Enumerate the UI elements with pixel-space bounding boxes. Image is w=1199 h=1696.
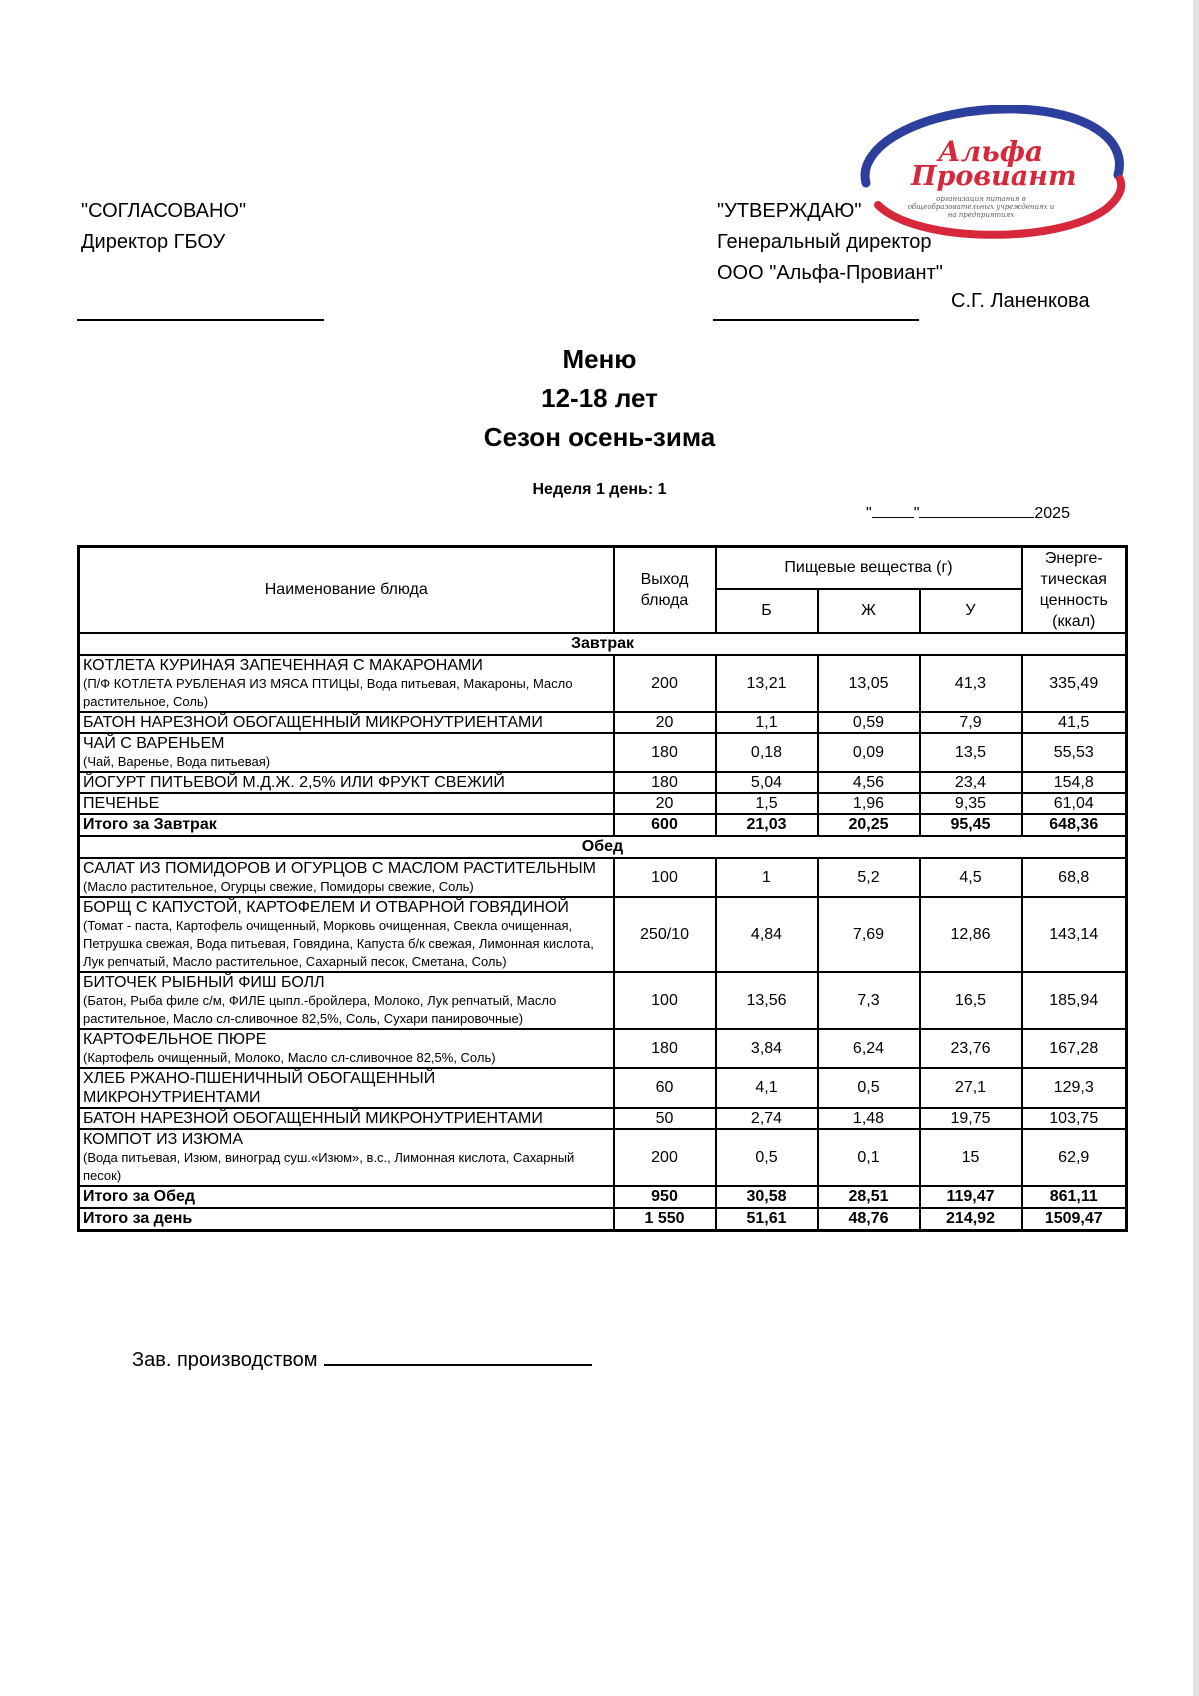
dish-zh: 7,3 — [818, 972, 920, 1029]
date-year: 2025 — [1034, 505, 1070, 522]
logo-line1: Альфа — [938, 135, 1044, 168]
total-u: 95,45 — [920, 814, 1022, 836]
total-kcal: 861,11 — [1022, 1186, 1127, 1208]
dish-b: 1 — [716, 858, 818, 897]
dish-b: 2,74 — [716, 1108, 818, 1129]
dish-name: ЧАЙ С ВАРЕНЬЕМ — [83, 735, 225, 752]
dish-row — [79, 1129, 1127, 1186]
dish-row — [79, 655, 1127, 712]
title-season: Сезон осень-зима — [483, 422, 716, 452]
dish-cell — [79, 712, 614, 733]
dish-kcal: 55,53 — [1022, 733, 1127, 772]
dish-ingredients: (Батон, Рыба филе с/м, ФИЛЕ цыпл.-бройлера, Молоко, Лук репчатый, Масло растительное, Масло сл-сливочное 82,5%, Соль, Сухари панировочные) — [83, 993, 557, 1026]
director-name: С.Г. Ланенкова — [951, 290, 1090, 312]
dish-ingredients: (Томат - паста, Картофель очищенный, Морковь очищенная, Свекла очищенная, Петрушка свежая, Вода питьевая, Говядина, Капуста б/к свежая, Лимонная кислота, Лук репчатый, Масло растительное, Сахарный песок, Сметана, Соль) — [83, 918, 594, 969]
dish-b: 1,1 — [716, 712, 818, 733]
dish-cell — [79, 972, 614, 1029]
approval-left-heading: "СОГЛАСОВАНО" — [81, 200, 247, 222]
section-row — [79, 836, 1127, 858]
section-total-row — [79, 814, 1127, 836]
total-zh: 20,25 — [818, 814, 920, 836]
section-total-row — [79, 1186, 1127, 1208]
header-yield: Выход блюда — [614, 547, 716, 634]
company-logo — [856, 105, 1128, 247]
header-nutrients: Пищевые вещества (г) — [716, 547, 1022, 589]
dish-kcal: 129,3 — [1022, 1068, 1127, 1108]
dish-b: 0,18 — [716, 733, 818, 772]
dish-row — [79, 712, 1127, 733]
date-day-blank — [872, 503, 914, 518]
dish-yield: 180 — [614, 772, 716, 793]
dish-b: 3,84 — [716, 1029, 818, 1068]
dish-u: 41,3 — [920, 655, 1022, 712]
total-label: Итого за Обед — [79, 1186, 614, 1208]
total-yield: 950 — [614, 1186, 716, 1208]
dish-yield: 50 — [614, 1108, 716, 1129]
header-name: Наименование блюда — [79, 547, 614, 634]
dish-zh: 0,5 — [818, 1068, 920, 1108]
dish-name: ХЛЕБ РЖАНО-ПШЕНИЧНЫЙ ОБОГАЩЕННЫЙ МИКРОНУТРИЕНТАМИ — [83, 1070, 436, 1106]
dish-cell — [79, 1108, 614, 1129]
dish-row — [79, 858, 1127, 897]
dish-row — [79, 1029, 1127, 1068]
dish-cell — [79, 1129, 614, 1186]
dish-kcal: 62,9 — [1022, 1129, 1127, 1186]
dish-row — [79, 793, 1127, 814]
dish-kcal: 143,14 — [1022, 897, 1127, 972]
menu-table — [77, 545, 1128, 1232]
total-b: 30,58 — [716, 1186, 818, 1208]
dish-name: БИТОЧЕК РЫБНЫЙ ФИШ БОЛЛ — [83, 974, 325, 991]
dish-ingredients: (Картофель очищенный, Молоко, Масло сл-сливочное 82,5%, Соль) — [83, 1050, 496, 1065]
total-u: 119,47 — [920, 1186, 1022, 1208]
total-label: Итого за Завтрак — [79, 814, 614, 836]
day-total-b: 51,61 — [716, 1208, 818, 1231]
dish-zh: 6,24 — [818, 1029, 920, 1068]
total-yield: 600 — [614, 814, 716, 836]
dish-cell — [79, 772, 614, 793]
day-total-kcal: 1509,47 — [1022, 1208, 1127, 1231]
dish-kcal: 185,94 — [1022, 972, 1127, 1029]
dish-b: 0,5 — [716, 1129, 818, 1186]
date-close-quote: " — [913, 505, 920, 522]
dish-u: 7,9 — [920, 712, 1022, 733]
menu-table-body — [79, 633, 1127, 1231]
dish-zh: 13,05 — [818, 655, 920, 712]
approval-right-heading: "УТВЕРЖДАЮ" — [717, 200, 862, 222]
dish-kcal: 41,5 — [1022, 712, 1127, 733]
dish-u: 23,4 — [920, 772, 1022, 793]
dish-kcal: 103,75 — [1022, 1108, 1127, 1129]
dish-kcal: 167,28 — [1022, 1029, 1127, 1068]
dish-yield: 180 — [614, 733, 716, 772]
dish-u: 27,1 — [920, 1068, 1022, 1108]
week-day: Неделя 1 день: 1 — [532, 481, 667, 498]
dish-name: КАРТОФЕЛЬНОЕ ПЮРЕ — [83, 1031, 267, 1048]
total-b: 21,03 — [716, 814, 818, 836]
dish-b: 4,1 — [716, 1068, 818, 1108]
date-open-quote: " — [866, 505, 872, 522]
dish-name: ЙОГУРТ ПИТЬЕВОЙ М.Д.Ж. 2,5% ИЛИ ФРУКТ СВЕЖИЙ — [83, 774, 505, 791]
dish-cell — [79, 793, 614, 814]
approval-left-signature-line — [77, 319, 324, 321]
dish-ingredients: (Вода питьевая, Изюм, виноград суш.«Изюм», в.с., Лимонная кислота, Сахарный песок) — [83, 1150, 575, 1183]
dish-u: 23,76 — [920, 1029, 1022, 1068]
dish-zh: 0,1 — [818, 1129, 920, 1186]
title-age: 12-18 лет — [541, 383, 658, 413]
page-edge — [1193, 0, 1199, 1696]
dish-name: БАТОН НАРЕЗНОЙ ОБОГАЩЕННЫЙ МИКРОНУТРИЕНТАМИ — [83, 714, 543, 731]
dish-u: 12,86 — [920, 897, 1022, 972]
dish-yield: 100 — [614, 972, 716, 1029]
dish-row — [79, 1068, 1127, 1108]
dish-kcal: 61,04 — [1022, 793, 1127, 814]
dish-zh: 1,96 — [818, 793, 920, 814]
dish-zh: 1,48 — [818, 1108, 920, 1129]
logo-tagline: организация питания в общеобразовательных учреждениях и на предприятиях — [907, 195, 1055, 219]
dish-zh: 7,69 — [818, 897, 920, 972]
dish-ingredients: (П/Ф КОТЛЕТА РУБЛЕНАЯ ИЗ МЯСА ПТИЦЫ, Вода питьевая, Макароны, Масло растительное, Соль) — [83, 676, 573, 709]
total-zh: 28,51 — [818, 1186, 920, 1208]
dish-u: 16,5 — [920, 972, 1022, 1029]
section-title: Завтрак — [79, 633, 1127, 655]
title-menu: Меню — [562, 344, 637, 374]
dish-zh: 5,2 — [818, 858, 920, 897]
dish-cell — [79, 655, 614, 712]
dish-row — [79, 772, 1127, 793]
dish-u: 4,5 — [920, 858, 1022, 897]
dish-u: 9,35 — [920, 793, 1022, 814]
dish-ingredients: (Чай, Варенье, Вода питьевая) — [83, 754, 271, 769]
dish-ingredients: (Масло растительное, Огурцы свежие, Помидоры свежие, Соль) — [83, 879, 474, 894]
day-total-zh: 48,76 — [818, 1208, 920, 1231]
dish-yield: 20 — [614, 793, 716, 814]
day-total-row — [79, 1208, 1127, 1231]
dish-name: КОМПОТ ИЗ ИЗЮМА — [83, 1131, 244, 1148]
approval-right-signature-line — [713, 319, 919, 321]
day-total-label: Итого за день — [79, 1208, 614, 1231]
header-zh: Ж — [818, 589, 920, 633]
dish-name: КОТЛЕТА КУРИНАЯ ЗАПЕЧЕННАЯ С МАКАРОНАМИ — [83, 657, 483, 674]
approval-left-position: Директор ГБОУ — [81, 231, 226, 253]
dish-cell — [79, 858, 614, 897]
dish-zh: 4,56 — [818, 772, 920, 793]
dish-yield: 200 — [614, 655, 716, 712]
dish-b: 13,21 — [716, 655, 818, 712]
dish-yield: 20 — [614, 712, 716, 733]
dish-cell — [79, 1068, 614, 1108]
dish-name: ПЕЧЕНЬЕ — [83, 795, 160, 812]
dish-b: 13,56 — [716, 972, 818, 1029]
section-title: Обед — [79, 836, 1127, 858]
dish-row — [79, 897, 1127, 972]
header-b: Б — [716, 589, 818, 633]
footer-label: Зав. производством — [132, 1349, 318, 1371]
date-line — [866, 503, 1070, 523]
day-total-yield: 1 550 — [614, 1208, 716, 1231]
header-energy: Энерге-тическая ценность (ккал) — [1022, 547, 1127, 634]
dish-name: САЛАТ ИЗ ПОМИДОРОВ И ОГУРЦОВ С МАСЛОМ РАСТИТЕЛЬНЫМ — [83, 860, 596, 877]
dish-row — [79, 1108, 1127, 1129]
dish-yield: 250/10 — [614, 897, 716, 972]
dish-cell — [79, 733, 614, 772]
dish-row — [79, 733, 1127, 772]
footer-signature-line — [324, 1350, 592, 1366]
dish-row — [79, 972, 1127, 1029]
approval-right-company: ООО "Альфа-Провиант" — [717, 262, 943, 284]
section-row — [79, 633, 1127, 655]
date-month-blank — [919, 503, 1034, 518]
dish-b: 4,84 — [716, 897, 818, 972]
dish-b: 1,5 — [716, 793, 818, 814]
approval-left — [81, 196, 246, 258]
dish-kcal: 335,49 — [1022, 655, 1127, 712]
dish-name: БАТОН НАРЕЗНОЙ ОБОГАЩЕННЫЙ МИКРОНУТРИЕНТАМИ — [83, 1110, 543, 1127]
dish-u: 13,5 — [920, 733, 1022, 772]
dish-b: 5,04 — [716, 772, 818, 793]
dish-yield: 60 — [614, 1068, 716, 1108]
total-kcal: 648,36 — [1022, 814, 1127, 836]
dish-cell — [79, 1029, 614, 1068]
logo-line2: Провиант — [911, 161, 1077, 192]
dish-yield: 180 — [614, 1029, 716, 1068]
dish-u: 19,75 — [920, 1108, 1022, 1129]
approval-right-position: Генеральный директор — [717, 231, 932, 253]
day-total-u: 214,92 — [920, 1208, 1022, 1231]
dish-cell — [79, 897, 614, 972]
dish-zh: 0,59 — [818, 712, 920, 733]
dish-yield: 200 — [614, 1129, 716, 1186]
dish-yield: 100 — [614, 858, 716, 897]
footer-signature — [132, 1349, 592, 1372]
dish-kcal: 154,8 — [1022, 772, 1127, 793]
dish-zh: 0,09 — [818, 733, 920, 772]
dish-name: БОРЩ С КАПУСТОЙ, КАРТОФЕЛЕМ И ОТВАРНОЙ ГОВЯДИНОЙ — [83, 899, 569, 916]
dish-kcal: 68,8 — [1022, 858, 1127, 897]
dish-u: 15 — [920, 1129, 1022, 1186]
header-u: У — [920, 589, 1022, 633]
